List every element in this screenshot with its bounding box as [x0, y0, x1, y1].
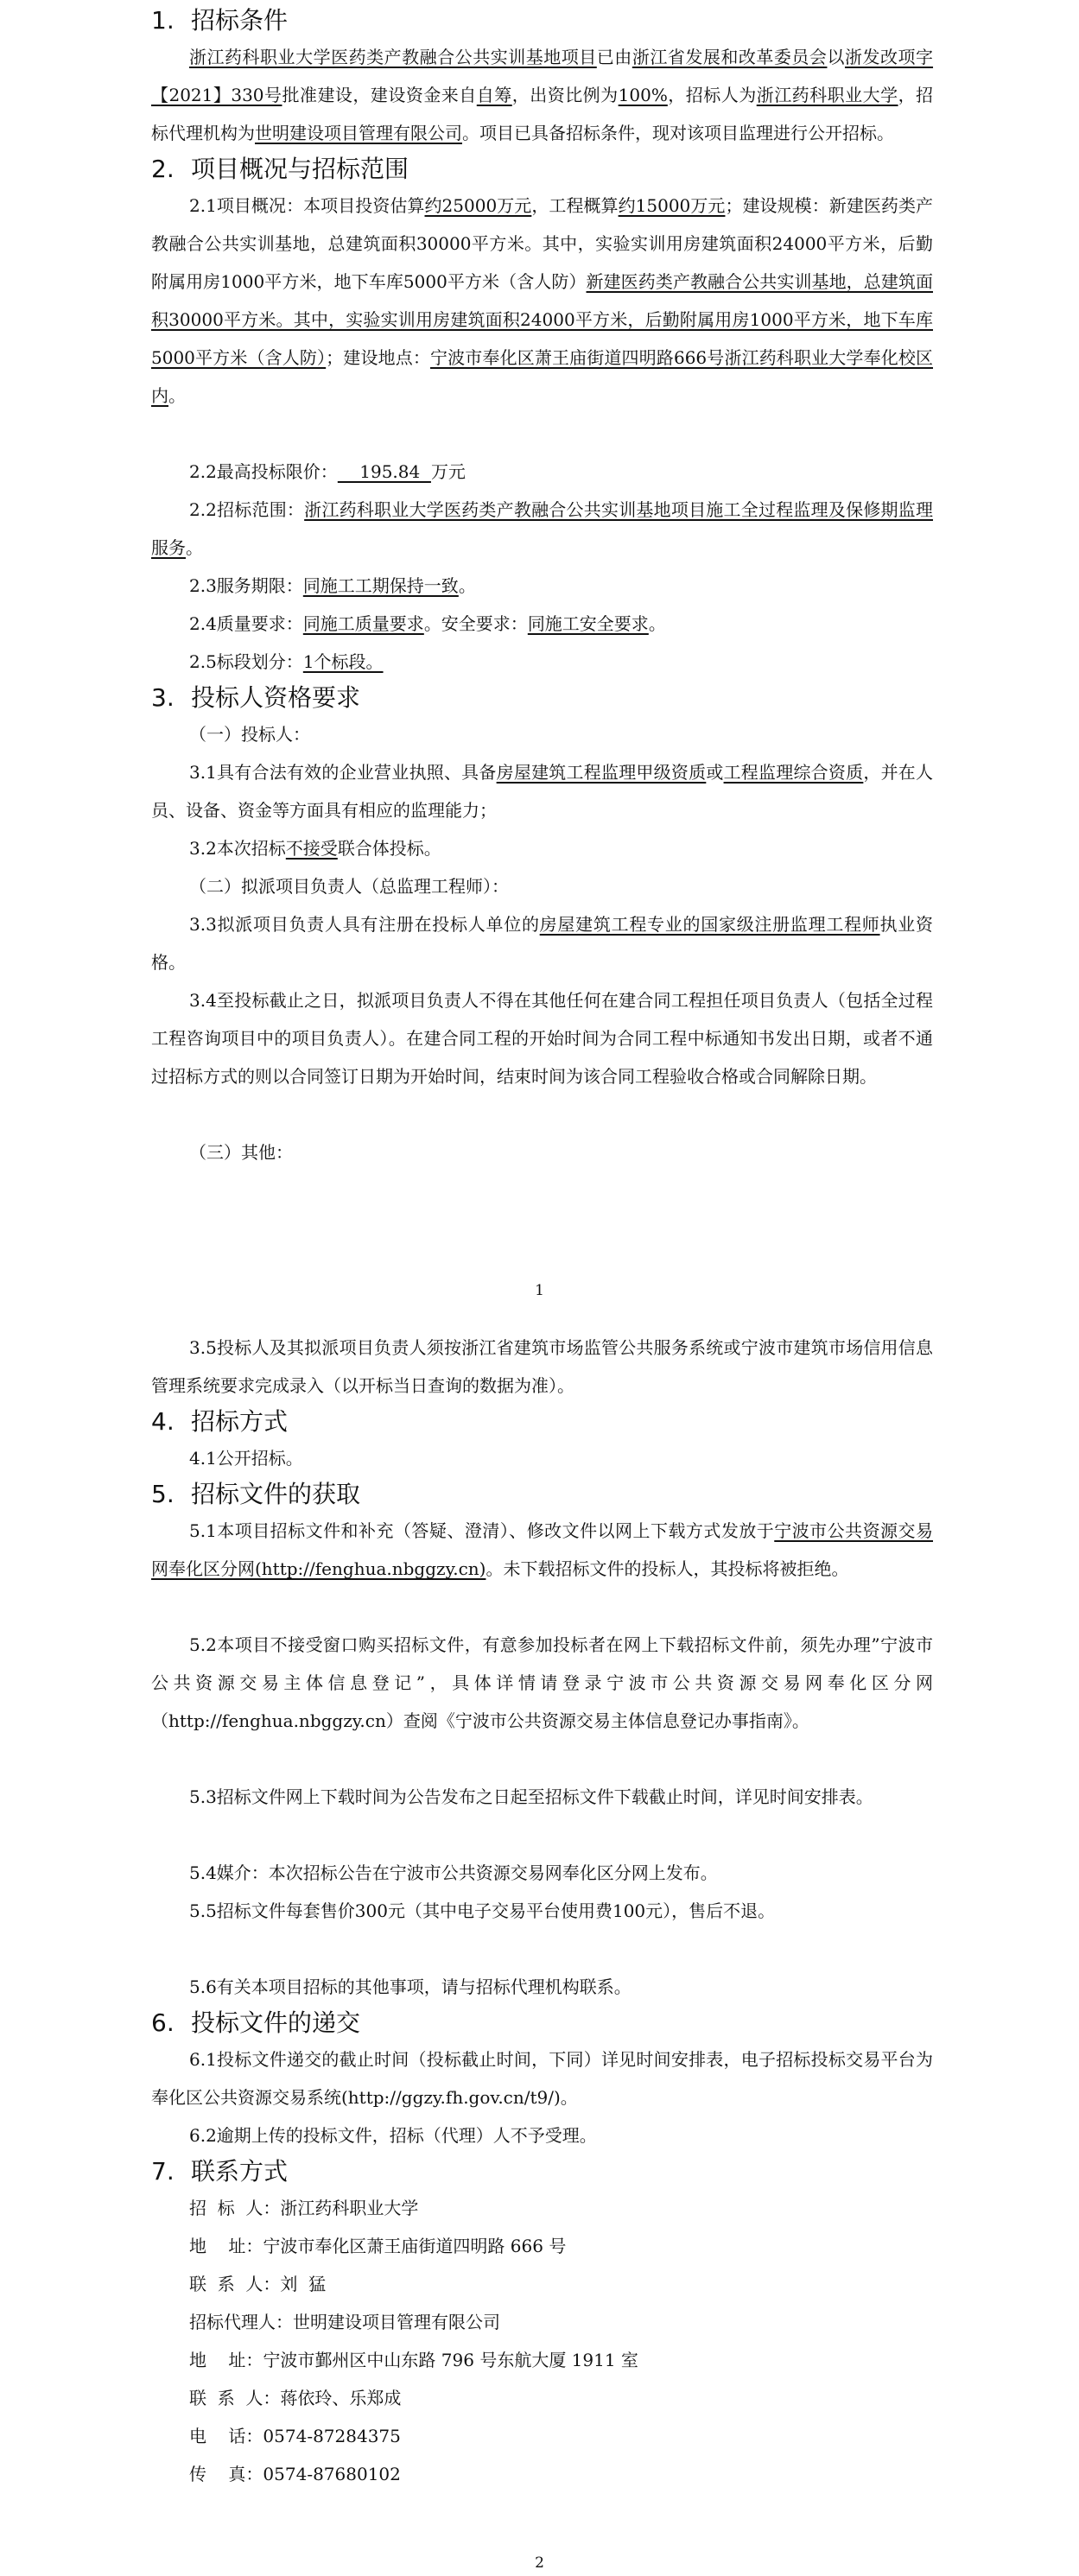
text: 或: [706, 762, 724, 783]
project-overview-paragraph: [151, 187, 933, 453]
agency-name: 世明建设项目管理有限公司: [255, 123, 462, 143]
contact-agency: 招标代理人：世明建设项目管理有限公司: [189, 2312, 500, 2332]
section-title: 招标方式: [191, 1407, 289, 1436]
text: 以: [827, 47, 845, 67]
contact-tenderer: 招 标 人：浙江药科职业大学: [189, 2198, 419, 2218]
download-site-link[interactable]: 宁波市公共资源交易网奉化区分网(http://fenghua.nbggzy.cn): [151, 1520, 933, 1579]
text: 。: [168, 385, 186, 406]
max-bid-price: 195.84: [337, 461, 431, 482]
section-number: 5.: [151, 1480, 175, 1508]
document-acquisition-5-2: 5.2本项目不接受窗口购买招标文件，有意参加投标者在网上下载招标文件前，须先办理”宁波市公共资源交易主体信息登记”，具体详情请登录宁波市公共资源交易网奉化区分网（http://fenghua.nbggzy.cn）查阅《宁波市公共资源交易主体信息登记办事指南》。: [151, 1634, 933, 1731]
document-page-2: [0, 1317, 1079, 2576]
section-2-heading: [151, 152, 933, 187]
text: ；建设地点：: [326, 347, 431, 368]
max-bid-price-line: [151, 453, 933, 491]
text: 执业资格。: [151, 914, 934, 973]
contact-fax: 传 真：0574-87680102: [189, 2464, 401, 2484]
text: 3.3拟派项目负责人具有注册在投标人单位的: [189, 914, 540, 935]
tenderer-name: 浙江药科职业大学: [756, 85, 898, 105]
text: 。: [186, 537, 203, 558]
qualification-b: 工程监理综合资质: [723, 762, 864, 783]
qualification-3-5: 3.5投标人及其拟派项目负责人须按浙江省建筑市场监管公共服务系统或宁波市建筑市场信用信息管理系统要求完成录入（以开标当日查询的数据为准）。: [151, 1337, 933, 1396]
text: ，招标代理机构为: [151, 85, 934, 143]
lot-division-line: [151, 643, 933, 681]
text: ；建设规模：新建医药类产教融合公共实训基地，总建筑面积30000平方米。其中，实验实训用房建筑面积24000平方米，后勤附属用房1000平方米，地下车库5000平方米（含人防）: [151, 195, 934, 292]
section-number: 7.: [151, 2157, 175, 2186]
section-title: 联系方式: [191, 2157, 289, 2186]
contact-agency-person: 联 系 人：蒋依玲、乐郑成: [189, 2388, 402, 2408]
subsection-bidder: （一）投标人：: [189, 724, 310, 745]
text: 已由: [596, 47, 632, 67]
text: ，招标人为: [667, 85, 757, 105]
construction-scale: 新建医药类产教融合公共实训基地，总建筑面积30000平方米。其中，实验实训用房建筑面积24000平方米，后勤附属用房1000平方米，地下车库5000平方米（含人防）: [151, 271, 933, 368]
document-acquisition-5-4: 5.4媒介：本次招标公告在宁波市公共资源交易网奉化区分网上发布。: [189, 1862, 718, 1883]
budget-estimate: 约15000万元: [618, 195, 726, 216]
qualification-3-4: 3.4至投标截止之日，拟派项目负责人不得在其他任何在建合同工程担任项目负责人（包括全过程工程咨询项目中的项目负责人）。在建合同工程的开始时间为合同工程中标通知书发出日期，或者不通过招标方式的则以合同签订日期为开始时间，结束时间为该合同工程验收合格或合同解除日期。: [151, 990, 933, 1087]
document-acquisition-5-3: 5.3招标文件网上下载时间为公告发布之日起至招标文件下载截止时间，详见时间安排表。: [189, 1786, 873, 1807]
fund-source: 自筹: [476, 85, 512, 105]
submission-6-1: 6.1投标文件递交的截止时间（投标截止时间，下同）详见时间安排表，电子招标投标交易平台为奉化区公共资源交易系统(http://ggzy.fh.gov.cn/t9/)。: [151, 2049, 933, 2108]
qualification-3-2: [151, 829, 933, 867]
tender-conditions-paragraph: [151, 38, 933, 152]
page-number: 2: [535, 2554, 544, 2572]
project-name: 浙江药科职业大学医药类产教融合公共实训基地项目: [189, 47, 597, 67]
text: 2.5标段划分：: [189, 651, 303, 672]
document-acquisition-5-6: 5.6有关本项目招标的其他事项，请与招标代理机构联系。: [189, 1976, 632, 1997]
text: 。安全要求：: [423, 613, 528, 634]
text: 联合体投标。: [337, 838, 441, 859]
text: ，出资比例为: [511, 85, 619, 105]
text: 2.2最高投标限价：: [189, 461, 338, 482]
contact-tenderer-address: 地 址：宁波市奉化区萧王庙街道四明路 666 号: [189, 2236, 567, 2256]
text: 万元: [430, 461, 466, 482]
section-number: 3.: [151, 683, 175, 712]
tender-method-line: 4.1公开招标。: [189, 1448, 303, 1469]
section-title: 招标文件的获取: [191, 1480, 361, 1508]
leader-registration: 房屋建筑工程专业的国家级注册监理工程师: [539, 914, 880, 935]
text: 。: [458, 575, 476, 596]
consortium-not-accepted: 不接受: [285, 838, 338, 859]
service-period-line: [151, 567, 933, 605]
construction-location: 宁波市奉化区萧王庙街道四明路666号浙江药科职业大学奉化校区内: [151, 347, 933, 406]
text: 3.2本次招标: [189, 838, 286, 859]
text: 2.1项目概况：本项目投资估算: [189, 195, 425, 216]
tender-scope: 浙江药科职业大学医药类产教融合公共实训基地项目施工全过程监理及保修期监理服务: [151, 499, 933, 558]
text: 批准建设，建设资金来自: [282, 85, 477, 105]
text: 。未下载招标文件的投标人，其投标将被拒绝。: [486, 1558, 849, 1579]
section-4-heading: [151, 1405, 933, 1439]
page-number: 1: [535, 1282, 544, 1299]
document-acquisition-5-5: 5.5招标文件每套售价300元（其中电子交易平台使用费100元），售后不退。: [189, 1900, 776, 1921]
section-title: 项目概况与招标范围: [191, 155, 409, 183]
quality-requirement-line: [151, 605, 933, 643]
section-title: 招标条件: [191, 6, 289, 35]
lot-division: 1个标段。: [302, 651, 384, 672]
section-number: 4.: [151, 1407, 175, 1436]
section-title: 投标人资格要求: [191, 683, 361, 712]
approval-number: 浙发改项字【2021】330号: [151, 47, 934, 105]
section-5-heading: [151, 1477, 933, 1512]
section-7-heading: [151, 2154, 933, 2189]
contact-phone: 电 话：0574-87284375: [189, 2426, 401, 2446]
section-number: 1.: [151, 6, 175, 35]
quality-requirement: 同施工质量要求: [302, 613, 424, 634]
submission-6-2: 6.2逾期上传的投标文件，招标（代理）人不予受理。: [189, 2125, 597, 2146]
text: ，并在人员、设备、资金等方面具有相应的监理能力；: [151, 762, 934, 821]
contact-agency-address: 地 址：宁波市鄞州区中山东路 796 号东航大厦 1911 室: [189, 2350, 638, 2370]
subsection-other: （三）其他：: [189, 1142, 293, 1163]
text: 5.1本项目招标文件和补充（答疑、澄清）、修改文件以网上下载方式发放于: [189, 1520, 775, 1541]
qualification-a: 房屋建筑工程监理甲级资质: [496, 762, 707, 783]
service-period: 同施工工期保持一致: [302, 575, 459, 596]
text: ，工程概算: [531, 195, 619, 216]
text: 。: [648, 613, 666, 634]
subsection-project-leader: （二）拟派项目负责人（总监理工程师）：: [189, 876, 509, 897]
document-acquisition-5-1: [151, 1512, 933, 1626]
page-1-content: [151, 3, 933, 1171]
text: 3.1具有合法有效的企业营业执照、具备: [189, 762, 497, 783]
text: 2.4质量要求：: [189, 613, 303, 634]
section-1-heading: [151, 3, 933, 38]
contact-tenderer-person: 联 系 人：刘 猛: [189, 2274, 327, 2294]
qualification-3-1: [151, 753, 933, 829]
text: 2.2招标范围：: [189, 499, 305, 520]
qualification-3-3: [151, 905, 933, 981]
fund-ratio: 100%: [618, 85, 668, 105]
section-3-heading: [151, 681, 933, 715]
section-number: 2.: [151, 155, 175, 183]
text: 。项目已具备招标条件，现对该项目监理进行公开招标。: [462, 123, 894, 143]
approval-authority: 浙江省发展和改革委员会: [632, 47, 828, 67]
tender-scope-paragraph: [151, 491, 933, 567]
section-title: 投标文件的递交: [191, 2008, 361, 2037]
section-number: 6.: [151, 2008, 175, 2037]
investment-estimate: 约25000万元: [424, 195, 532, 216]
safety-requirement: 同施工安全要求: [527, 613, 649, 634]
page-2-content: [151, 1329, 933, 2493]
text: 2.3服务期限：: [189, 575, 303, 596]
section-6-heading: [151, 2006, 933, 2040]
